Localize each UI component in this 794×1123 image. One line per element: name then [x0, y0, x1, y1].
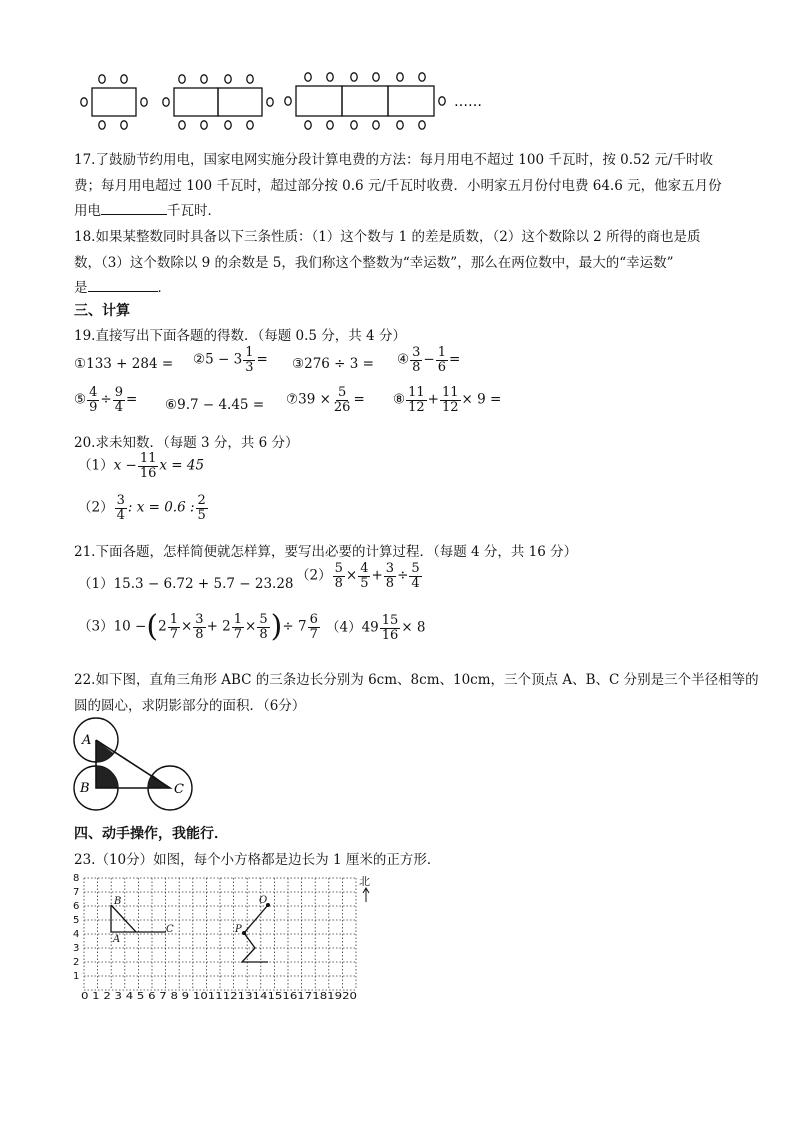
q19-p6: ⑥9.7 − 4.45 =: [165, 397, 265, 413]
q20-eq2: （2） $\frac{3}{4}$ : x = 0.6 : $\frac{2}{5}$: [78, 493, 206, 523]
tables-figure: [74, 68, 514, 134]
q17-line2: 费；每月用电超过 100 千瓦时，超过部分按 0.6 元/千瓦时收费．小明家五月份付电费 64.6 元，他家五月份: [74, 178, 722, 194]
y-tick: 8: [73, 873, 80, 884]
x-axis-labels: 0 1 2 3 4 5 6 7 8 9 1011121314151617181920: [81, 991, 357, 1002]
y-tick: 3: [73, 943, 80, 954]
q22-line2: 圆的圆心，求阴影部分的面积．（6分）: [74, 698, 306, 714]
q21-e1: （1）15.3 − 6.72 + 5.7 − 23.28: [78, 576, 294, 592]
section4-title: 四、动手操作，我能行．: [74, 826, 228, 842]
q19-p4: ④ $\frac{3}{8}$ − $\frac{1}{6}$ =: [397, 345, 461, 375]
circles-triangle-figure: [70, 716, 200, 816]
q23-label-o: O: [259, 895, 268, 906]
q20-eq1: （1）x − $\frac{11}{16}$ x = 45: [78, 451, 205, 481]
q18-line1: 18.如果某整数同时具备以下三条性质：（1）这个数与 1 的差是质数，（2）这个数除以 2 所得的商也是质: [74, 229, 701, 245]
q19-p5: ⑤ $\frac{4}{9}$ ÷ $\frac{9}{4}$ =: [74, 385, 138, 415]
q21-e2: （2） $\frac{5}{8}$ × $\frac{4}{5}$ + $\frac{3}{8}$ ÷ $\frac{5}{4}$: [296, 561, 420, 591]
q22-line1: 22.如下图，直角三角形 ABC 的三条边长分别为 6cm、8cm、10cm，三个顶点 A、B、C 分别是三个半径相等的: [74, 672, 759, 688]
q22-label-a: A: [82, 733, 92, 748]
y-tick: 6: [73, 901, 80, 912]
q18-pre: 是: [74, 280, 88, 296]
q23-label-b: B: [114, 896, 122, 907]
q17-line3: [74, 199, 221, 219]
q20-title: 20.求未知数．（每题 3 分，共 6 分）: [74, 435, 299, 451]
q18-post: ．: [157, 280, 171, 296]
q17-pre: 用电: [74, 203, 101, 219]
q18-line3: [74, 276, 171, 296]
q19-p8: ⑧ $\frac{11}{12}$ + $\frac{11}{12}$ × 9 =: [393, 385, 502, 415]
y-tick: 2: [73, 957, 80, 968]
q23-label-p: P: [235, 924, 242, 935]
q19-p7: ⑦39 × $\frac{5}{26}$ =: [286, 385, 365, 415]
q19-p1: ①133 + 284 =: [74, 356, 174, 372]
y-tick: 4: [73, 929, 80, 940]
q19-title: 19.直接写出下面各题的得数．（每题 0.5 分，共 4 分）: [74, 328, 406, 344]
q23-title: 23.（10分）如图，每个小方格都是边长为 1 厘米的正方形．: [74, 852, 441, 868]
y-tick: 7: [73, 887, 80, 898]
q19-p3: ③276 ÷ 3 =: [292, 356, 374, 372]
q21-e4: （4）49 $\frac{15}{16}$ × 8: [326, 613, 426, 643]
y-tick: 5: [73, 915, 80, 926]
q18-line2: 数，（3）这个数除以 9 的余数是 5，我们称这个整数为“幸运数”，那么在两位数中，最大的“幸运数”: [74, 255, 674, 271]
q22-label-c: C: [174, 782, 184, 797]
grid-figure: [70, 868, 380, 1004]
q23-label-c: C: [166, 924, 174, 935]
north-label: 北: [359, 875, 370, 888]
q18-answer-blank[interactable]: [88, 279, 158, 292]
q17-line1: 17.了鼓励节约用电，国家电网实施分段计算电费的方法：每月用电不超过 100 千瓦时，按 0.52 元/千时收: [74, 152, 714, 168]
q23-label-a: A: [113, 934, 121, 945]
q17-answer-blank[interactable]: [101, 202, 167, 215]
q21-e3: （3）10 −(2 $\frac{1}{7}$ × $\frac{3}{8}$ + 2 $\frac{1}{7}$ × $\frac{5}{8}$ )÷ 7 $\frac{6}{7}$: [78, 609, 318, 644]
q17-post: 千瓦时．: [167, 203, 221, 219]
y-tick: 1: [73, 971, 80, 982]
q19-p2: ②5 − 3 $\frac{1}{3}$ =: [193, 345, 268, 375]
q22-label-b: B: [80, 781, 90, 796]
q21-title: 21.下面各题，怎样简便就怎样算，要写出必要的计算过程．（每题 4 分，共 16 分）: [74, 544, 578, 560]
section3-title: 三、计算: [74, 303, 130, 319]
ellipsis: ……: [454, 94, 482, 110]
